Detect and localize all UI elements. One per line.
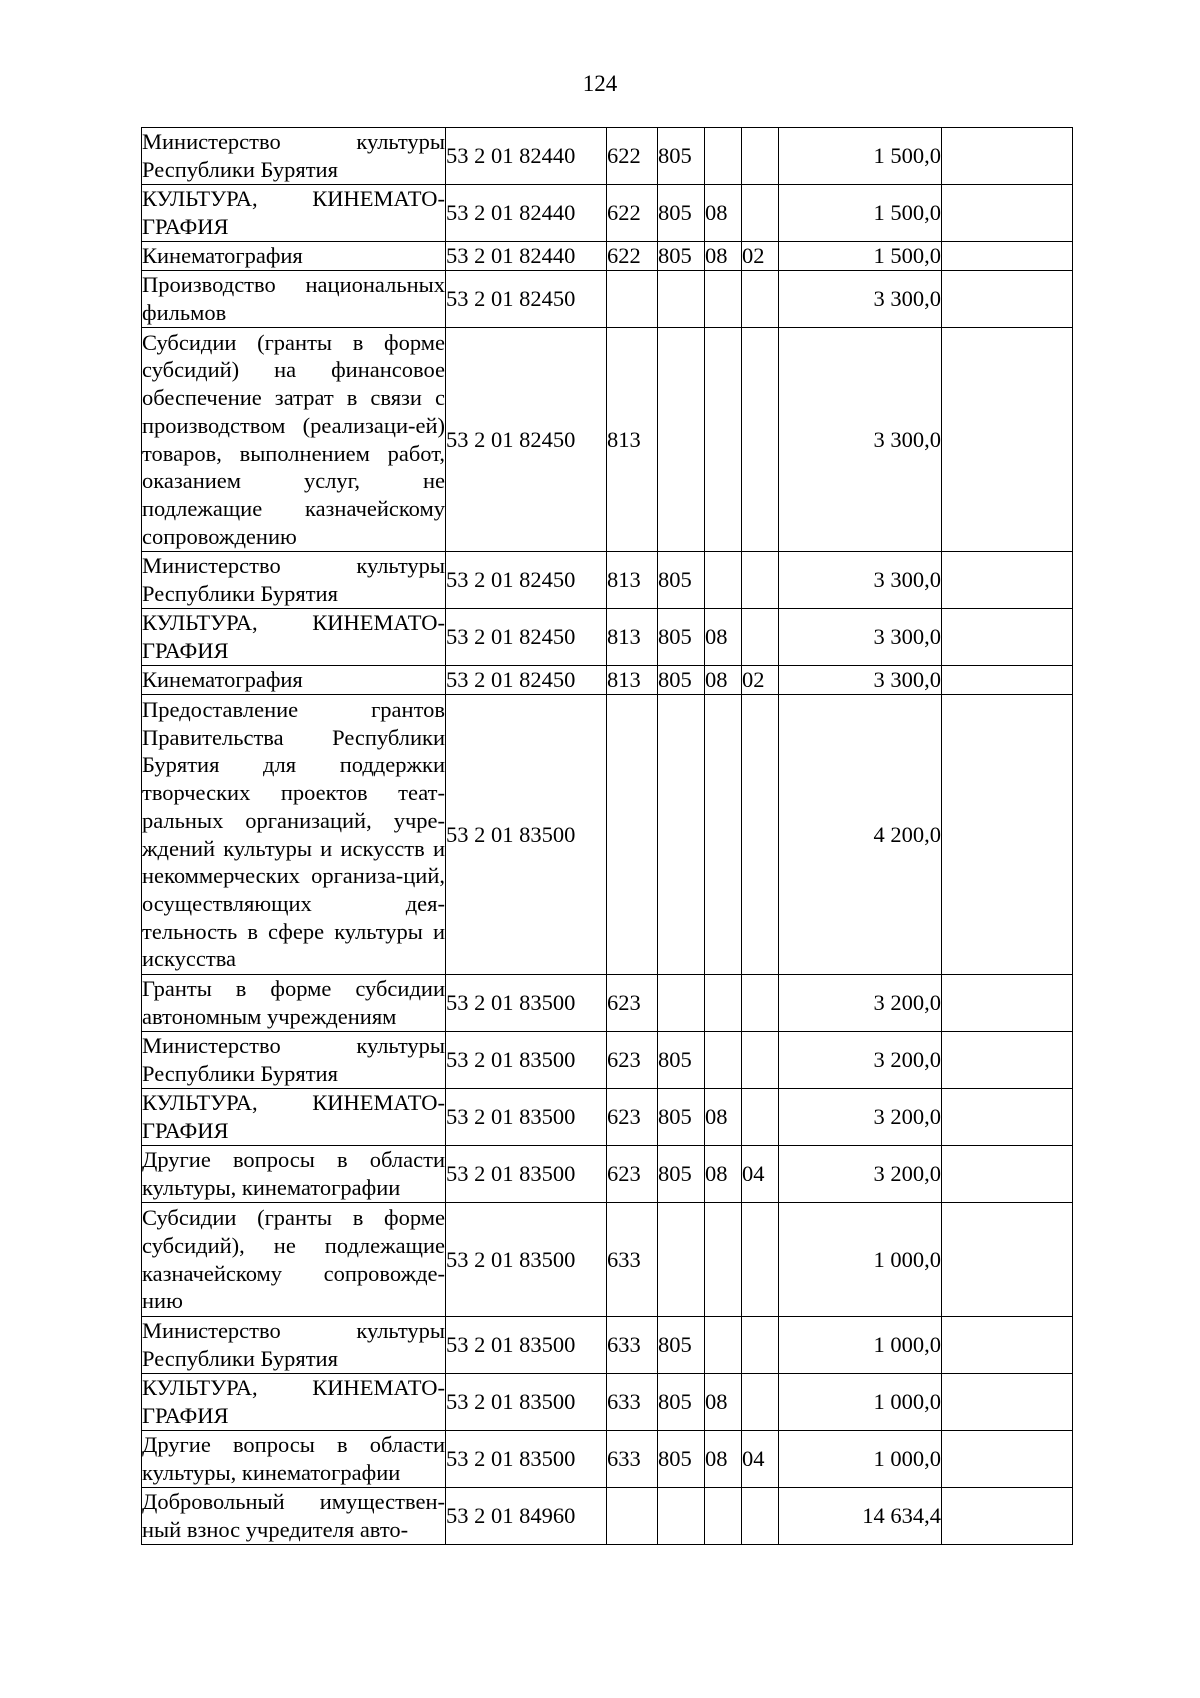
expense-type-code-cell (607, 271, 658, 328)
section-code-cell (705, 1032, 742, 1089)
amount-cell: 3 300,0 (779, 271, 942, 328)
administrator-code-cell: 805 (658, 1374, 705, 1431)
target-article-code-cell: 53 2 01 83500 (446, 1146, 607, 1203)
target-article-code-cell: 53 2 01 83500 (446, 1203, 607, 1317)
page-number: 124 (582, 71, 618, 96)
section-code-cell (705, 1317, 742, 1374)
row-name-cell: Министерство культуры Республики Бурятия (142, 1317, 446, 1374)
subsection-code-cell: 02 (742, 242, 779, 271)
target-article-code-cell: 53 2 01 83500 (446, 1032, 607, 1089)
section-code-cell (705, 328, 742, 552)
target-article-code-cell: 53 2 01 83500 (446, 1431, 607, 1488)
amount-cell: 3 200,0 (779, 1032, 942, 1089)
row-name-cell: Добровольный имуществен-ный взнос учредителя авто- (142, 1488, 446, 1545)
administrator-code-cell: 805 (658, 666, 705, 695)
row-name-cell: Другие вопросы в области культуры, кинематографии (142, 1431, 446, 1488)
administrator-code-cell: 805 (658, 185, 705, 242)
row-name-cell: Гранты в форме субсидии автономным учреждениям (142, 975, 446, 1032)
subsection-code-cell (742, 975, 779, 1032)
expense-type-code-cell: 633 (607, 1203, 658, 1317)
amount-cell: 1 000,0 (779, 1203, 942, 1317)
expense-type-code-cell (607, 695, 658, 975)
section-code-cell (705, 975, 742, 1032)
target-article-code-cell: 53 2 01 82450 (446, 666, 607, 695)
section-code-cell: 08 (705, 666, 742, 695)
subsection-code-cell: 04 (742, 1431, 779, 1488)
empty-cell (942, 328, 1073, 552)
empty-cell (942, 242, 1073, 271)
amount-cell: 3 300,0 (779, 552, 942, 609)
subsection-code-cell (742, 128, 779, 185)
subsection-code-cell (742, 185, 779, 242)
amount-cell: 3 200,0 (779, 1089, 942, 1146)
amount-cell: 1 000,0 (779, 1431, 942, 1488)
expense-type-code-cell (607, 1488, 658, 1545)
target-article-code-cell: 53 2 01 84960 (446, 1488, 607, 1545)
section-code-cell (705, 271, 742, 328)
table-row (142, 1146, 1073, 1203)
table-row (142, 1488, 1073, 1545)
target-article-code-cell: 53 2 01 82440 (446, 242, 607, 271)
amount-cell: 3 300,0 (779, 609, 942, 666)
section-code-cell: 08 (705, 242, 742, 271)
subsection-code-cell (742, 1089, 779, 1146)
subsection-code-cell (742, 1488, 779, 1545)
table-row (142, 1203, 1073, 1317)
row-name-cell: КУЛЬТУРА, КИНЕМАТО-ГРАФИЯ (142, 1374, 446, 1431)
section-code-cell: 08 (705, 1431, 742, 1488)
table-row (142, 975, 1073, 1032)
subsection-code-cell (742, 1203, 779, 1317)
table-row (142, 185, 1073, 242)
expense-type-code-cell: 813 (607, 666, 658, 695)
subsection-code-cell (742, 609, 779, 666)
expense-type-code-cell: 633 (607, 1317, 658, 1374)
administrator-code-cell (658, 975, 705, 1032)
expense-type-code-cell: 813 (607, 328, 658, 552)
amount-cell: 1 000,0 (779, 1374, 942, 1431)
row-name-cell: КУЛЬТУРА, КИНЕМАТО-ГРАФИЯ (142, 185, 446, 242)
amount-cell: 3 300,0 (779, 328, 942, 552)
target-article-code-cell: 53 2 01 82450 (446, 609, 607, 666)
empty-cell (942, 1374, 1073, 1431)
empty-cell (942, 1488, 1073, 1545)
expense-type-code-cell: 633 (607, 1431, 658, 1488)
expense-type-code-cell: 623 (607, 975, 658, 1032)
section-code-cell: 08 (705, 1146, 742, 1203)
target-article-code-cell: 53 2 01 82450 (446, 271, 607, 328)
amount-cell: 1 500,0 (779, 242, 942, 271)
subsection-code-cell (742, 1317, 779, 1374)
empty-cell (942, 1089, 1073, 1146)
amount-cell: 3 200,0 (779, 1146, 942, 1203)
empty-cell (942, 666, 1073, 695)
subsection-code-cell (742, 328, 779, 552)
subsection-code-cell (742, 271, 779, 328)
table-row (142, 695, 1073, 975)
table-row (142, 128, 1073, 185)
administrator-code-cell (658, 695, 705, 975)
row-name-cell: Министерство культуры Республики Бурятия (142, 552, 446, 609)
empty-cell (942, 1203, 1073, 1317)
row-name-cell: Министерство культуры Республики Бурятия (142, 1032, 446, 1089)
target-article-code-cell: 53 2 01 82450 (446, 328, 607, 552)
administrator-code-cell: 805 (658, 1317, 705, 1374)
empty-cell (942, 552, 1073, 609)
subsection-code-cell (742, 1374, 779, 1431)
amount-cell: 1 000,0 (779, 1317, 942, 1374)
table-row (142, 271, 1073, 328)
empty-cell (942, 1032, 1073, 1089)
target-article-code-cell: 53 2 01 83500 (446, 975, 607, 1032)
table-row (142, 1032, 1073, 1089)
expense-type-code-cell: 622 (607, 185, 658, 242)
table-row (142, 1374, 1073, 1431)
empty-cell (942, 185, 1073, 242)
section-code-cell: 08 (705, 1374, 742, 1431)
empty-cell (942, 975, 1073, 1032)
expense-type-code-cell: 623 (607, 1032, 658, 1089)
amount-cell: 1 500,0 (779, 128, 942, 185)
target-article-code-cell: 53 2 01 83500 (446, 1317, 607, 1374)
target-article-code-cell: 53 2 01 82440 (446, 185, 607, 242)
table-row (142, 552, 1073, 609)
section-code-cell (705, 1203, 742, 1317)
row-name-cell: Производство национальных фильмов (142, 271, 446, 328)
administrator-code-cell (658, 1203, 705, 1317)
row-name-cell: Другие вопросы в области культуры, кинематографии (142, 1146, 446, 1203)
empty-cell (942, 1431, 1073, 1488)
section-code-cell: 08 (705, 609, 742, 666)
section-code-cell (705, 128, 742, 185)
row-name-cell: Субсидии (гранты в форме субсидий) на финансовое обеспечение затрат в связи с производством (реализаци-ей) товаров, выполнением работ, оказанием услуг, не подлежащие казначейскому сопровождению (142, 328, 446, 552)
amount-cell: 4 200,0 (779, 695, 942, 975)
expense-type-code-cell: 622 (607, 128, 658, 185)
subsection-code-cell (742, 552, 779, 609)
table-row (142, 1317, 1073, 1374)
administrator-code-cell: 805 (658, 1431, 705, 1488)
administrator-code-cell: 805 (658, 242, 705, 271)
administrator-code-cell (658, 328, 705, 552)
empty-cell (942, 609, 1073, 666)
amount-cell: 1 500,0 (779, 185, 942, 242)
expense-type-code-cell: 623 (607, 1089, 658, 1146)
budget-table (141, 127, 1073, 1545)
empty-cell (942, 128, 1073, 185)
empty-cell (942, 1146, 1073, 1203)
expense-type-code-cell: 633 (607, 1374, 658, 1431)
table-row (142, 328, 1073, 552)
table-row (142, 242, 1073, 271)
section-code-cell (705, 552, 742, 609)
table-row (142, 666, 1073, 695)
section-code-cell: 08 (705, 185, 742, 242)
target-article-code-cell: 53 2 01 82450 (446, 552, 607, 609)
row-name-cell: Кинематография (142, 242, 446, 271)
row-name-cell: Субсидии (гранты в форме субсидий), не подлежащие казначейскому сопровожде-нию (142, 1203, 446, 1317)
row-name-cell: КУЛЬТУРА, КИНЕМАТО-ГРАФИЯ (142, 609, 446, 666)
subsection-code-cell (742, 1032, 779, 1089)
administrator-code-cell: 805 (658, 609, 705, 666)
subsection-code-cell (742, 695, 779, 975)
amount-cell: 14 634,4 (779, 1488, 942, 1545)
row-name-cell: КУЛЬТУРА, КИНЕМАТО-ГРАФИЯ (142, 1089, 446, 1146)
empty-cell (942, 271, 1073, 328)
section-code-cell (705, 695, 742, 975)
expense-type-code-cell: 622 (607, 242, 658, 271)
target-article-code-cell: 53 2 01 82440 (446, 128, 607, 185)
empty-cell (942, 1317, 1073, 1374)
target-article-code-cell: 53 2 01 83500 (446, 1089, 607, 1146)
table-row (142, 609, 1073, 666)
administrator-code-cell: 805 (658, 1089, 705, 1146)
empty-cell (942, 695, 1073, 975)
subsection-code-cell: 02 (742, 666, 779, 695)
administrator-code-cell: 805 (658, 128, 705, 185)
amount-cell: 3 200,0 (779, 975, 942, 1032)
administrator-code-cell: 805 (658, 1032, 705, 1089)
table-row (142, 1089, 1073, 1146)
administrator-code-cell: 805 (658, 1146, 705, 1203)
expense-type-code-cell: 813 (607, 609, 658, 666)
subsection-code-cell: 04 (742, 1146, 779, 1203)
row-name-cell: Министерство культуры Республики Бурятия (142, 128, 446, 185)
row-name-cell: Кинематография (142, 666, 446, 695)
amount-cell: 3 300,0 (779, 666, 942, 695)
row-name-cell: Предоставление грантов Правительства Республики Бурятия для поддержки творческих проектов теат-ральных организаций, учре-ждений культуры и искусств и некоммерческих организа-ций, осуществляющих дея-тельность в сфере культуры и искусства (142, 695, 446, 975)
budget-table-body (142, 128, 1073, 1545)
administrator-code-cell (658, 1488, 705, 1545)
target-article-code-cell: 53 2 01 83500 (446, 1374, 607, 1431)
expense-type-code-cell: 813 (607, 552, 658, 609)
administrator-code-cell: 805 (658, 552, 705, 609)
target-article-code-cell: 53 2 01 83500 (446, 695, 607, 975)
section-code-cell: 08 (705, 1089, 742, 1146)
section-code-cell (705, 1488, 742, 1545)
expense-type-code-cell: 623 (607, 1146, 658, 1203)
table-row (142, 1431, 1073, 1488)
administrator-code-cell (658, 271, 705, 328)
